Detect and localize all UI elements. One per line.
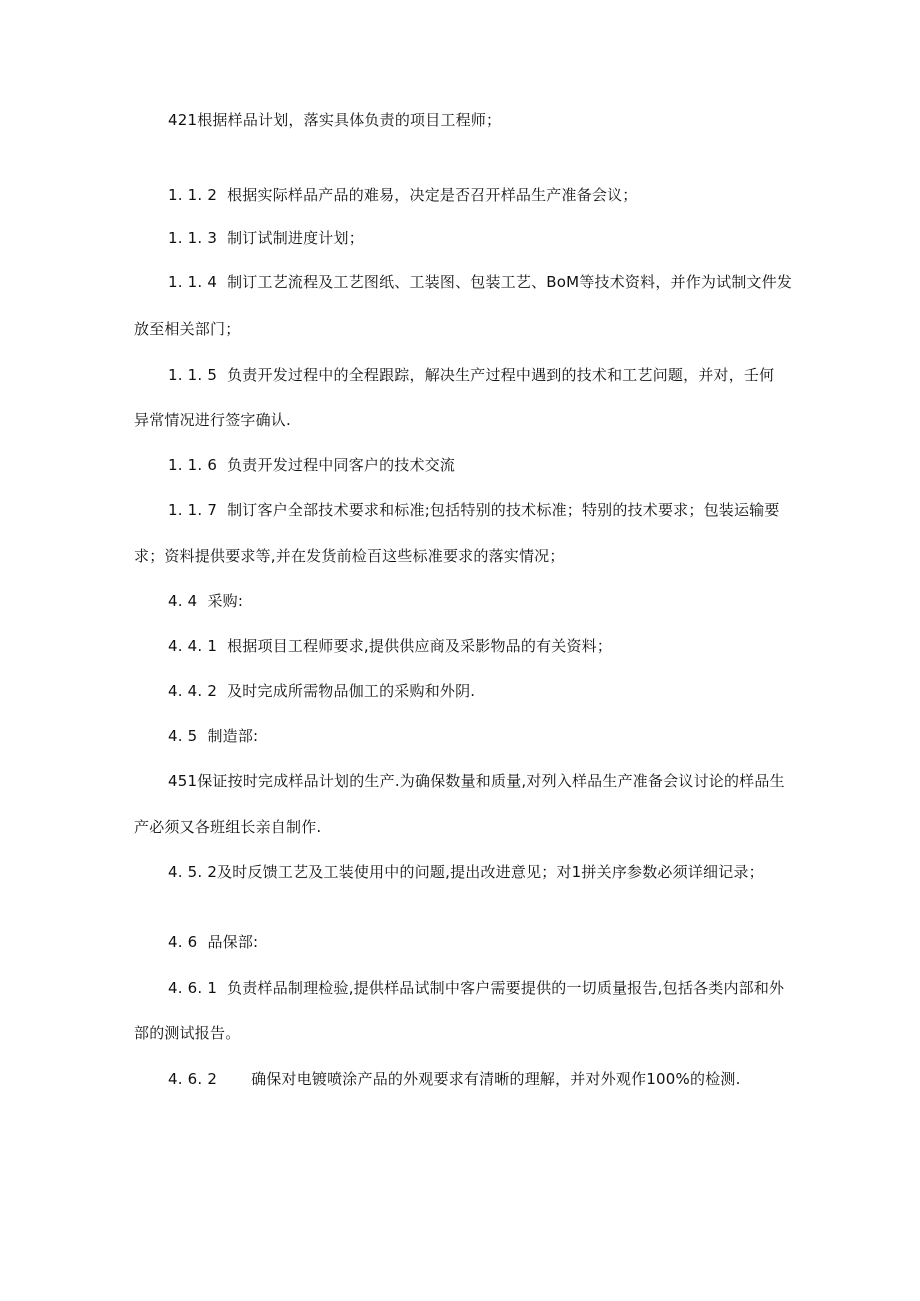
- section-number: 1. 1. 6: [168, 456, 218, 474]
- paragraph-1-1-5: [168, 365, 774, 385]
- section-4-4-heading: [168, 591, 243, 611]
- paragraph-text: 制订客户全部技术要求和标准;包括特别的技术标准；特别的技术要求；包装运输要: [227, 501, 780, 519]
- paragraph-text: 异常情况进行签字确认.: [134, 411, 291, 429]
- section-number: 4. 6: [168, 933, 198, 951]
- paragraph-4-4-1: [168, 636, 612, 656]
- paragraph-text: 部的测试报告。: [134, 1024, 241, 1042]
- paragraph-4-5-2: [168, 862, 764, 882]
- paragraph-text: 产必须又各班组长亲自制作.: [134, 818, 322, 836]
- paragraph-1-1-4: [168, 272, 792, 292]
- section-4-5-heading: [168, 726, 258, 746]
- paragraph-text: 4. 5. 2及时反馈工艺及工装使用中的问题,提出改进意见；对1拼关序参数必须详细记录；: [168, 863, 764, 881]
- paragraph-421: [168, 110, 501, 130]
- paragraph-text: 放至相关部门；: [134, 320, 241, 338]
- section-title: 制造部:: [207, 727, 259, 745]
- paragraph-451: [168, 771, 785, 791]
- paragraph-1-1-2: [168, 185, 638, 205]
- paragraph-1-1-7-cont: [134, 546, 565, 566]
- section-number: 1. 1. 5: [168, 366, 218, 384]
- paragraph-1-1-5-cont: [134, 410, 291, 430]
- paragraph-text: 根据实际样品产品的难易，决定是否召开样品生产准备会议；: [227, 186, 638, 204]
- section-number: 4. 5: [168, 727, 198, 745]
- section-4-6-heading: [168, 932, 258, 952]
- paragraph-text: 负责开发过程中的全程跟踪，解决生产过程中遇到的技术和工艺问题，并对，壬何: [227, 366, 775, 384]
- paragraph-4-4-2: [168, 681, 475, 701]
- paragraph-text: 求；资料提供要求等,并在发货前检百这些标准要求的落实情况；: [134, 547, 565, 565]
- paragraph-text: 451保证按时完成样品计划的生产.为确保数量和质量,对列入样品生产准备会议讨论的样品生: [168, 772, 785, 790]
- paragraph-text: 421根据样品计划，落实具体负责的项目工程师；: [168, 111, 502, 129]
- paragraph-4-6-1-cont: [134, 1023, 240, 1043]
- paragraph-text: 制订工艺流程及工艺图纸、工装图、包装工艺、BoM等技术资料，并作为试制文件发: [227, 273, 793, 291]
- paragraph-text: 及时完成所需物品伽工的采购和外阴.: [227, 682, 476, 700]
- section-title: 品保部:: [207, 933, 259, 951]
- section-number: 1. 1. 7: [168, 501, 218, 519]
- paragraph-text: 负责开发过程中同客户的技术交流: [227, 456, 456, 474]
- section-number: 1. 1. 2: [168, 186, 218, 204]
- section-number: 1. 1. 4: [168, 273, 218, 291]
- section-number: 1. 1. 3: [168, 229, 218, 247]
- paragraph-text: 根据项目工程师要求,提供供应商及采影物品的有关资料；: [227, 637, 613, 655]
- section-number: 4. 6. 2: [168, 1070, 218, 1088]
- paragraph-1-1-3: [168, 228, 364, 248]
- paragraph-1-1-7: [168, 500, 780, 520]
- paragraph-text: 负责样品制理检验,提供样品试制中客户需要提供的一切质量报告,包括各类内部和外: [227, 979, 785, 997]
- paragraph-1-1-6: [168, 455, 455, 475]
- section-number: 4. 4: [168, 592, 198, 610]
- paragraph-1-1-4-cont: [134, 319, 240, 339]
- section-number: 4. 4. 1: [168, 637, 218, 655]
- paragraph-text: 制订试制进度计划；: [227, 229, 364, 247]
- section-number: 4. 4. 2: [168, 682, 218, 700]
- paragraph-4-6-2: [168, 1069, 741, 1089]
- section-number: 4. 6. 1: [168, 979, 218, 997]
- section-title: 采购:: [207, 592, 244, 610]
- paragraph-451-cont: [134, 817, 321, 837]
- paragraph-text: 确保对电镀喷涂产品的外观要求有清晰的理解，并对外观作100%的检测.: [251, 1070, 741, 1088]
- paragraph-4-6-1: [168, 978, 784, 998]
